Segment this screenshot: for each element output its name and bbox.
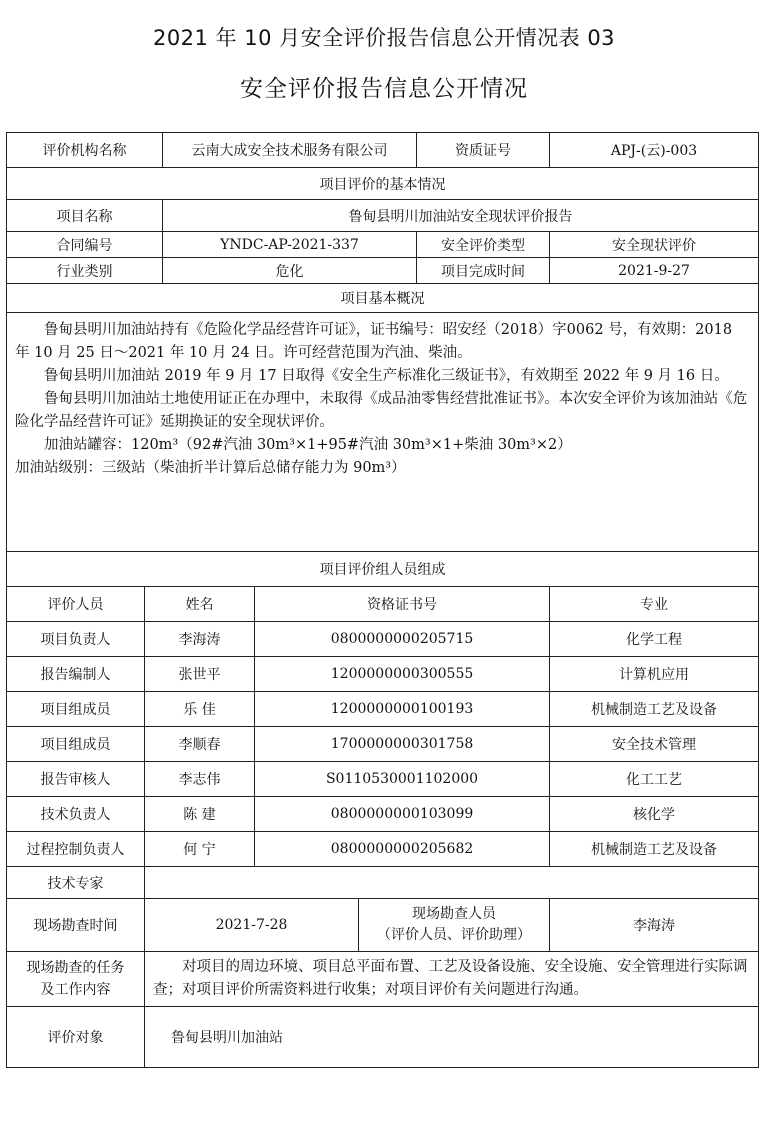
project-name-row (7, 200, 759, 232)
team-role: 过程控制负责人 (7, 832, 145, 867)
site-task-row (7, 952, 759, 1007)
team-major: 化工工艺 (550, 762, 759, 797)
team-cert: 0800000000205715 (255, 622, 550, 657)
team-section-row (7, 552, 759, 587)
team-row (7, 832, 759, 867)
team-role: 项目组成员 (7, 692, 145, 727)
team-role: 项目组成员 (7, 727, 145, 762)
team-cert: S011053000110200​0 (255, 762, 550, 797)
finish-time-value: 2021-9-27 (550, 258, 759, 284)
site-time-label: 现场勘查时间 (7, 899, 145, 952)
team-row (7, 762, 759, 797)
overview-paragraph: 加油站级别：三级站（柴油折半计算后总储存能力为 90m³） (15, 460, 406, 476)
expert-value (145, 867, 759, 899)
org-label: 评价机构名称 (7, 133, 163, 168)
team-major: 机械制造工艺及设备 (550, 692, 759, 727)
team-header-role: 评价人员 (7, 587, 145, 622)
page-subtitle: 安全评价报告信息公开情况 (240, 76, 528, 102)
eval-object-row (7, 1007, 759, 1068)
team-role: 技术负责人 (7, 797, 145, 832)
industry-value: 危化 (163, 258, 417, 284)
contract-label: 合同编号 (7, 232, 163, 258)
project-name-value: 鲁甸县明川加油站安全现状评价报告 (163, 200, 759, 232)
industry-label: 行业类别 (7, 258, 163, 284)
team-section-title: 项目评价组人员组成 (7, 552, 759, 587)
cert-value: APJ-(云)-003 (550, 133, 759, 168)
site-staff-label-line: （评价人员、评价助理） (377, 927, 532, 943)
basic-section-title: 项目评价的基本情况 (7, 168, 759, 200)
team-major: 机械制造工艺及设备 (550, 832, 759, 867)
team-major: 核化学 (550, 797, 759, 832)
team-cert: 0800000000103099 (255, 797, 550, 832)
team-header-name: 姓名 (145, 587, 255, 622)
team-name: 李海涛 (145, 622, 255, 657)
team-header-major: 专业 (550, 587, 759, 622)
site-task-value (145, 952, 759, 1007)
site-staff-value: 李海涛 (550, 899, 759, 952)
page-title: 2021 年 10 月安全评价报告信息公开情况表 03 (152, 26, 616, 50)
overview-section-row (7, 284, 759, 313)
report-info-table (6, 132, 759, 1068)
org-value: 云南大成安全技术服务有限公司 (163, 133, 417, 168)
team-row (7, 797, 759, 832)
overview-text (7, 313, 759, 552)
site-task-label (7, 952, 145, 1007)
team-cert: 1200000000100193 (255, 692, 550, 727)
team-name: 何 宁 (145, 832, 255, 867)
site-task-label-line: 及工作内容 (40, 982, 111, 998)
overview-section-title: 项目基本概况 (7, 284, 759, 313)
overview-paragraph: 鲁甸县明川加油站 2019 年 9 月 17 日取得《安全生产标准化三级证书》，有效期至 2022 年 9 月 16 日。 (44, 368, 729, 384)
team-name: 李顺春 (145, 727, 255, 762)
team-major: 计算机应用 (550, 657, 759, 692)
team-row (7, 657, 759, 692)
team-row (7, 622, 759, 657)
team-name: 陈 建 (145, 797, 255, 832)
overview-paragraph: 鲁甸县明川加油站土地使用证正在办理中，未取得《成品油零售经营批准证书》。本次安全评价为该加油站《危险化学品经营许可证》延期换证的安全现状评价。 (15, 391, 748, 430)
team-role: 报告审核人 (7, 762, 145, 797)
team-major: 安全技术管理 (550, 727, 759, 762)
team-role: 报告编制人 (7, 657, 145, 692)
team-major: 化学工程 (550, 622, 759, 657)
team-cert: 0800000000205682 (255, 832, 550, 867)
overview-paragraph: 鲁甸县明川加油站持有《危险化学品经营许可证》，证书编号：昭安经（2018）字0062 号，有效期：2018 年 10 月 25 日～2021 年 10 月 24 日。许可经营范围为汽油、柴油。 (15, 322, 733, 361)
industry-row (7, 258, 759, 284)
site-staff-label-line: 现场勘查人员 (412, 906, 497, 922)
expert-label: 技术专家 (7, 867, 145, 899)
site-staff-label (359, 899, 550, 952)
team-cert: 1200000000300555 (255, 657, 550, 692)
site-task-text: 对项目的周边环境、项目总平面布置、工艺及设备设施、安全设施、安全管理进行实际调查；对项目评价所需资料进行收集；对项目评价有关问题进行沟通。 (153, 959, 748, 998)
contract-value: YNDC-AP-2021-337 (163, 232, 417, 258)
team-header-row (7, 587, 759, 622)
overview-paragraph: 加油站罐容：120m³（92#汽油 30m³×1+95#汽油 30m³×1+柴油 30m³×2） (44, 437, 572, 453)
project-name-label: 项目名称 (7, 200, 163, 232)
eval-object-value: 鲁甸县明川加油站 (145, 1007, 759, 1068)
org-row (7, 133, 759, 168)
site-time-row (7, 899, 759, 952)
overview-row (7, 313, 759, 552)
team-role: 项目负责人 (7, 622, 145, 657)
site-task-label-line: 现场勘查的任务 (26, 960, 125, 976)
site-time-value: 2021-7-28 (145, 899, 359, 952)
expert-row (7, 867, 759, 899)
team-row (7, 727, 759, 762)
finish-time-label: 项目完成时间 (417, 258, 550, 284)
team-name: 乐 佳 (145, 692, 255, 727)
team-cert: 1700000000301758 (255, 727, 550, 762)
team-header-cert: 资格证书号 (255, 587, 550, 622)
eval-type-label: 安全评价类型 (417, 232, 550, 258)
cert-label: 资质证号 (417, 133, 550, 168)
team-name: 张世平 (145, 657, 255, 692)
team-name: 李志伟 (145, 762, 255, 797)
eval-object-label: 评价对象 (7, 1007, 145, 1068)
team-row (7, 692, 759, 727)
contract-row (7, 232, 759, 258)
eval-type-value: 安全现状评价 (550, 232, 759, 258)
basic-section-row (7, 168, 759, 200)
